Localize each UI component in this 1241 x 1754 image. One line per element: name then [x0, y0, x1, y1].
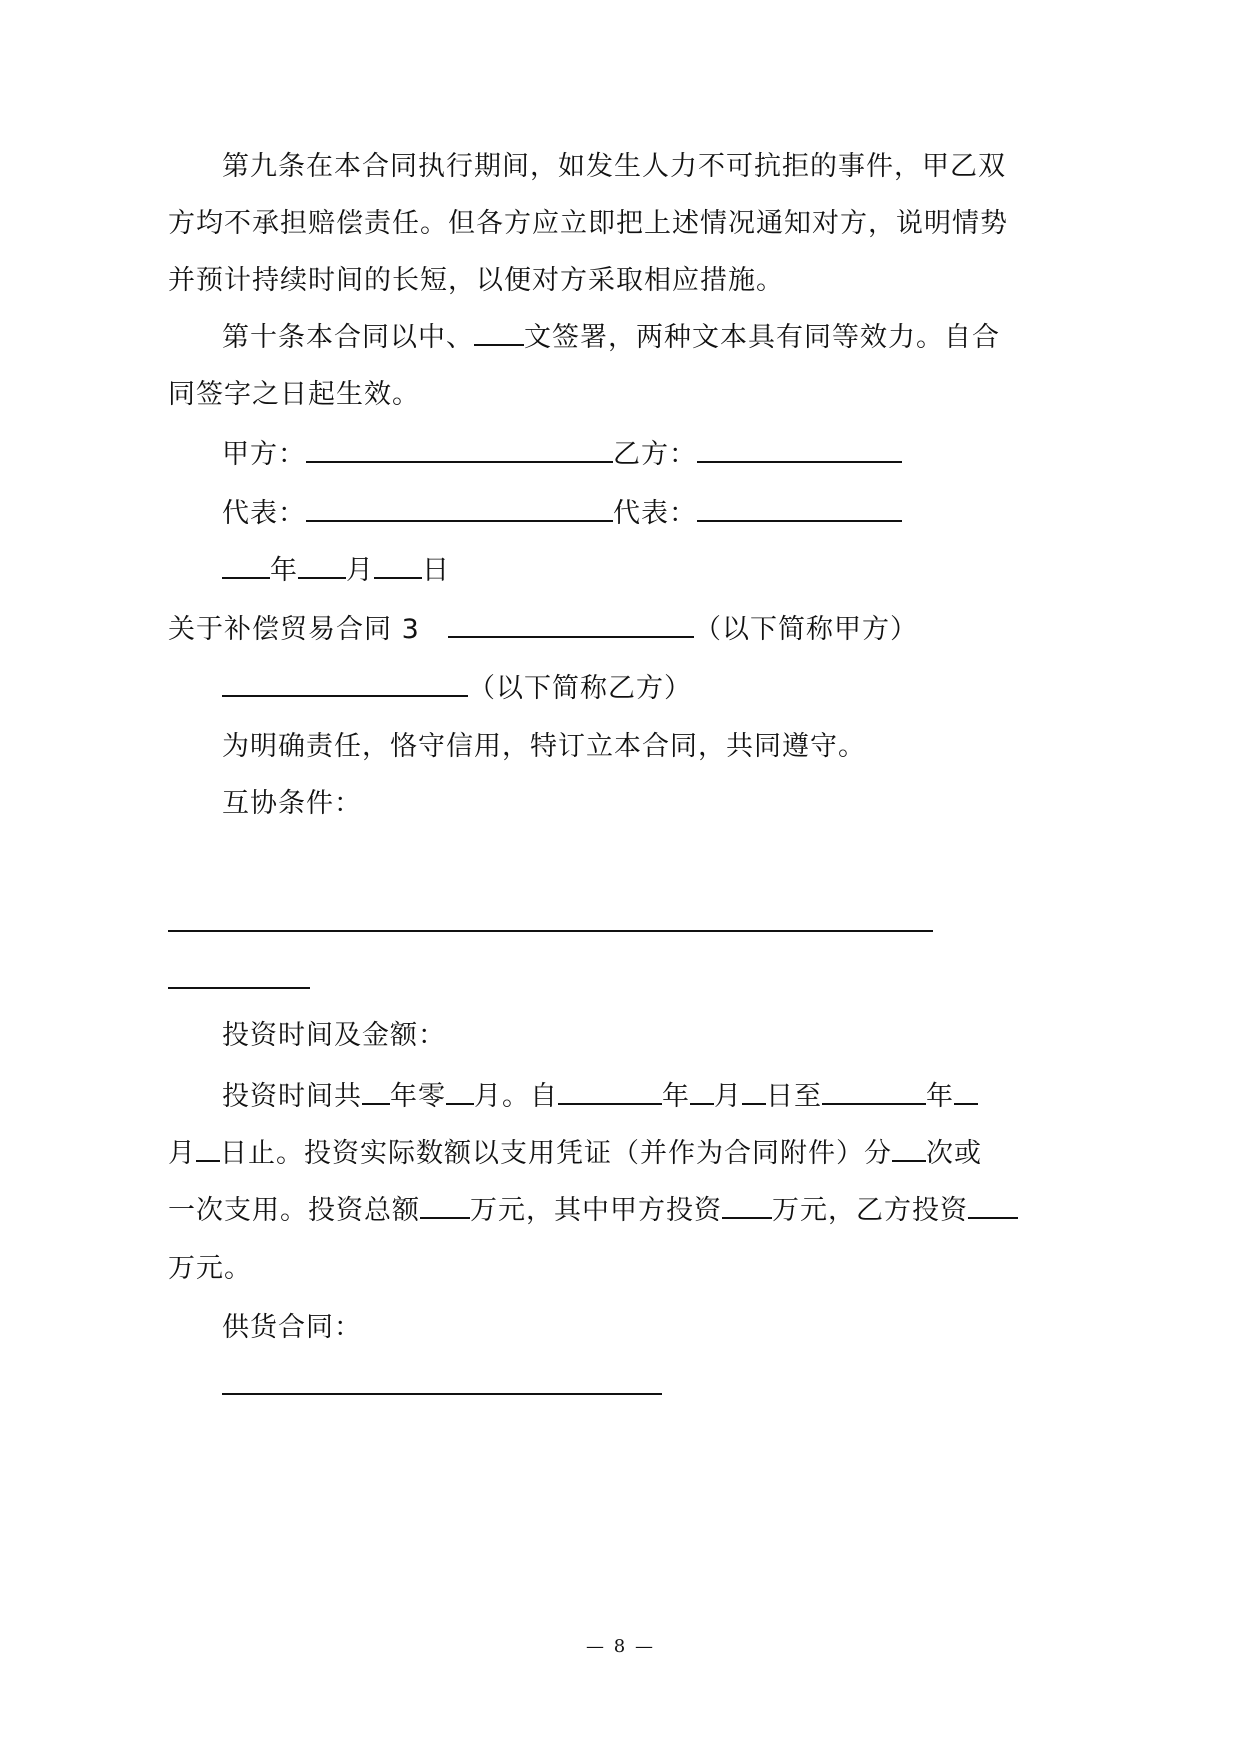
- contract-party-b-blank: [222, 669, 468, 697]
- contract-party-a-suffix: （以下简称甲方）: [694, 614, 918, 645]
- start-month-blank: [690, 1077, 714, 1105]
- mutual-terms-blank-long: [168, 930, 933, 932]
- article10-line1: [222, 318, 1000, 358]
- investment-text: 年: [926, 1081, 954, 1112]
- start-day-blank: [742, 1077, 766, 1105]
- investment-text: 日至: [766, 1081, 822, 1112]
- year-label: 年: [270, 555, 298, 586]
- installments-blank: [892, 1134, 926, 1162]
- contract-party-a-line: [448, 610, 918, 650]
- article10-text-a: 第十条本合同以中、: [222, 322, 474, 353]
- investment-text: 年: [662, 1081, 690, 1112]
- contract-intro: 为明确责任，恪守信用，特订立本合同，共同遵守。: [222, 731, 866, 762]
- party-signature-line: [222, 435, 902, 475]
- article10-line2: 同签字之日起生效。: [168, 379, 420, 410]
- supply-heading: 供货合同：: [222, 1312, 362, 1343]
- investment-text: 次或: [926, 1138, 982, 1169]
- year-blank: [222, 551, 270, 579]
- investment-line3: [168, 1191, 1018, 1231]
- end-day-blank: [196, 1134, 220, 1162]
- investment-text: 万元，其中甲方投资: [470, 1195, 722, 1226]
- language-blank: [474, 318, 524, 346]
- day-label: 日: [422, 555, 450, 586]
- contract-party-a-blank: [448, 610, 694, 638]
- party-a-label: 甲方：: [222, 439, 306, 470]
- contract-party-b-suffix: （以下简称乙方）: [468, 673, 692, 704]
- contract-party-b-line: [222, 669, 692, 709]
- start-year-blank: [558, 1077, 662, 1105]
- date-line: [222, 551, 450, 591]
- party-b-label: 乙方：: [613, 439, 697, 470]
- rep-a-blank: [306, 494, 613, 522]
- investment-text: 日止。投资实际数额以支用凭证（并作为合同附件）分: [220, 1138, 892, 1169]
- article9-line1: 第九条在本合同执行期间，如发生人力不可抗拒的事件，甲乙双: [222, 151, 1006, 182]
- investment-text: 一次支用。投资总额: [168, 1195, 420, 1226]
- investment-line1: [222, 1077, 978, 1117]
- rep-b-label: 代表：: [613, 498, 697, 529]
- total-amount-blank: [420, 1191, 470, 1219]
- end-month-blank: [954, 1077, 978, 1105]
- mutual-terms-label: 互协条件：: [222, 788, 362, 819]
- investment-line2: [168, 1134, 982, 1174]
- investment-text: 投资时间共: [222, 1081, 362, 1112]
- party-b-blank: [697, 435, 902, 463]
- article9-line3: 并预计持续时间的长短，以便对方采取相应措施。: [168, 265, 784, 296]
- investment-text: 月: [168, 1138, 196, 1169]
- party-a-amount-blank: [722, 1191, 772, 1219]
- rep-a-label: 代表：: [222, 498, 306, 529]
- end-year-blank: [822, 1077, 926, 1105]
- contract-title: 关于补偿贸易合同 3: [168, 614, 420, 645]
- page-number: — 8 —: [586, 1636, 655, 1657]
- investment-heading: 投资时间及金额：: [222, 1020, 446, 1051]
- rep-b-blank: [697, 494, 902, 522]
- investment-text: 万元，乙方投资: [772, 1195, 968, 1226]
- month-label: 月: [346, 555, 374, 586]
- day-blank: [374, 551, 422, 579]
- party-b-amount-blank: [968, 1191, 1018, 1219]
- years-blank: [362, 1077, 390, 1105]
- investment-text: 月。自: [474, 1081, 558, 1112]
- party-a-blank: [306, 435, 613, 463]
- supply-blank: [222, 1393, 662, 1395]
- investment-text: 年零: [390, 1081, 446, 1112]
- investment-text: 月: [714, 1081, 742, 1112]
- investment-line4: 万元。: [168, 1253, 252, 1284]
- months-blank: [446, 1077, 474, 1105]
- article10-text-b: 文签署，两种文本具有同等效力。自合: [524, 322, 1000, 353]
- representative-line: [222, 494, 902, 534]
- article9-line2: 方均不承担赔偿责任。但各方应立即把上述情况通知对方，说明情势: [168, 208, 1008, 239]
- mutual-terms-blank-short: [168, 987, 310, 989]
- month-blank: [298, 551, 346, 579]
